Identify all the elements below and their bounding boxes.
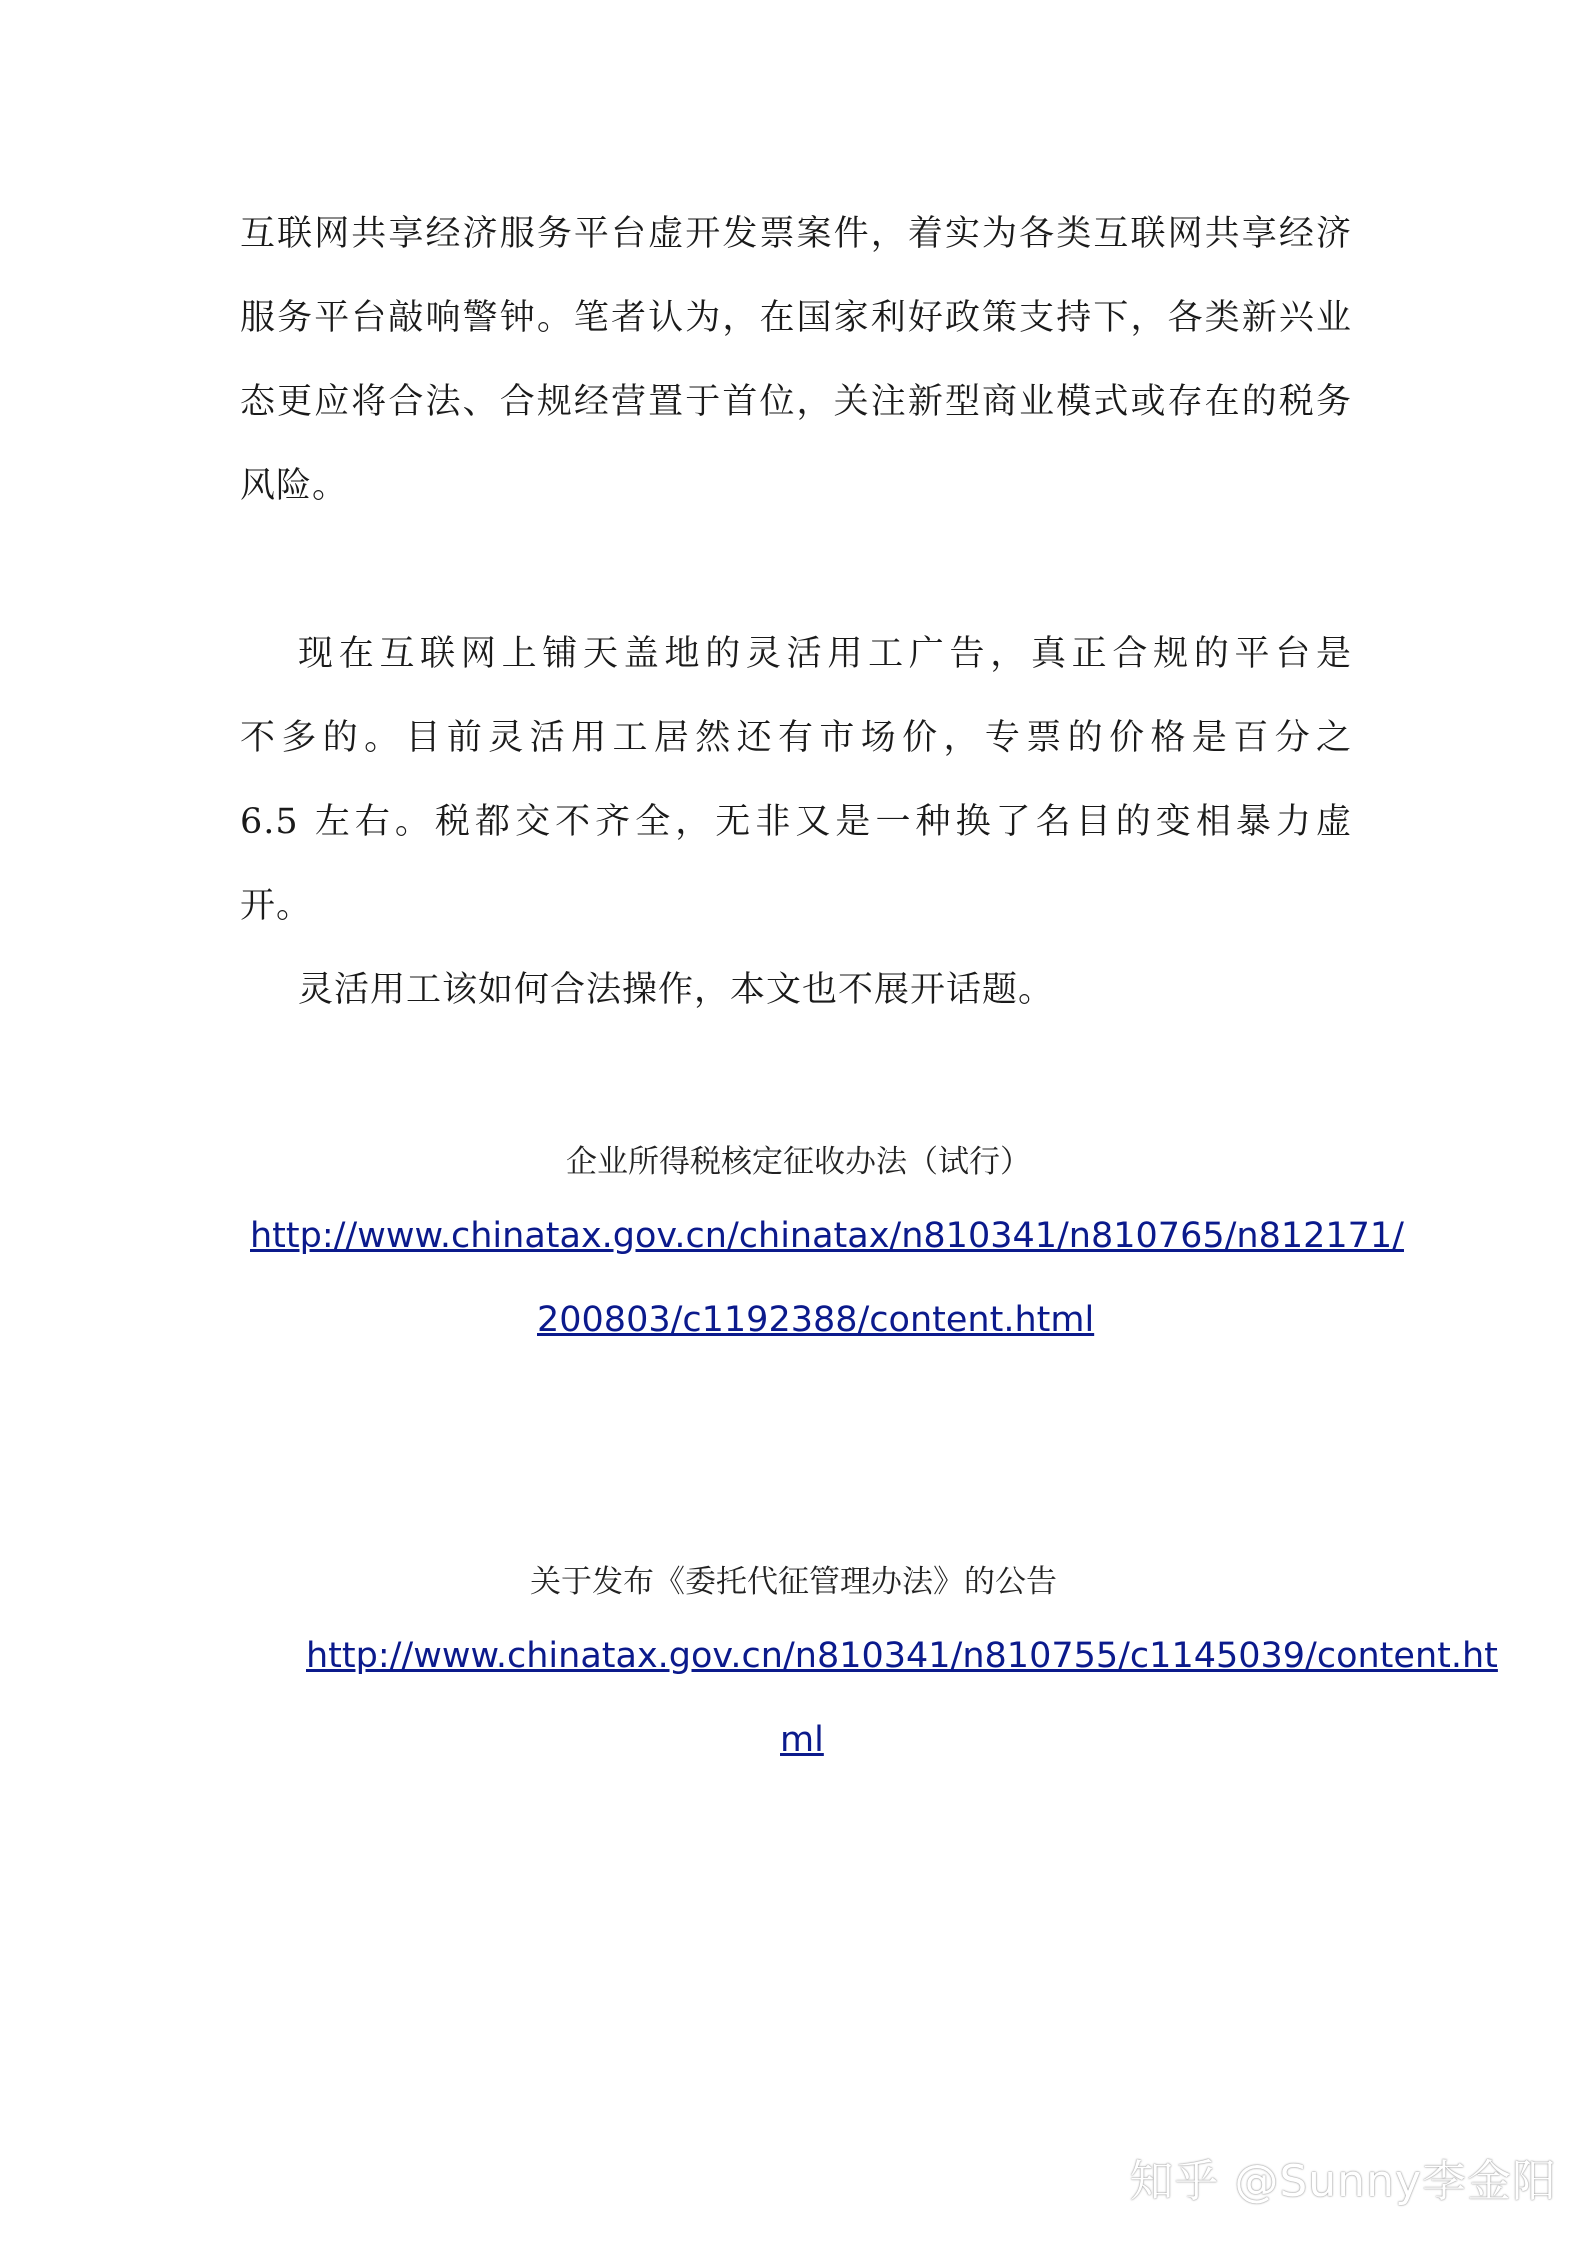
paragraph-1-line-2: 服务平台敲响警钟。笔者认为，在国家利好政策支持下，各类新兴业 <box>240 298 1352 338</box>
zhihu-watermark: 知乎 @Sunny李金阳 <box>1129 2156 1557 2207</box>
paragraph-3: 灵活用工该如何合法操作，本文也不展开话题。 <box>298 970 1055 1010</box>
paragraph-2-line-3: 6.5 左右。税都交不齐全，无非又是一种换了名目的变相暴力虚 <box>240 802 1352 842</box>
reference-1-title: 企业所得税核定征收办法（试行） <box>566 1144 1031 1180</box>
reference-2-link-line-2[interactable]: ml <box>780 1720 824 1760</box>
reference-2-link-line-1[interactable]: http://www.chinatax.gov.cn/n810341/n810755/c1145039/content.ht <box>306 1636 1498 1676</box>
paragraph-2-line-4: 开。 <box>240 886 313 926</box>
reference-1-link-line-2[interactable]: 200803/c1192388/content.html <box>537 1300 1095 1340</box>
reference-2-title: 关于发布《委托代征管理办法》的公告 <box>530 1564 1057 1600</box>
paragraph-2-line-1: 现在互联网上铺天盖地的灵活用工广告，真正合规的平台是 <box>298 634 1352 674</box>
paragraph-2-line-2: 不多的。目前灵活用工居然还有市场价，专票的价格是百分之 <box>240 718 1352 758</box>
paragraph-1-line-1: 互联网共享经济服务平台虚开发票案件，着实为各类互联网共享经济 <box>240 214 1352 254</box>
paragraph-1-line-4: 风险。 <box>240 466 349 506</box>
reference-1-link-line-1[interactable]: http://www.chinatax.gov.cn/chinatax/n810341/n810765/n812171/ <box>250 1216 1404 1256</box>
paragraph-1-line-3: 态更应将合法、合规经营置于首位，关注新型商业模式或存在的税务 <box>240 382 1352 422</box>
